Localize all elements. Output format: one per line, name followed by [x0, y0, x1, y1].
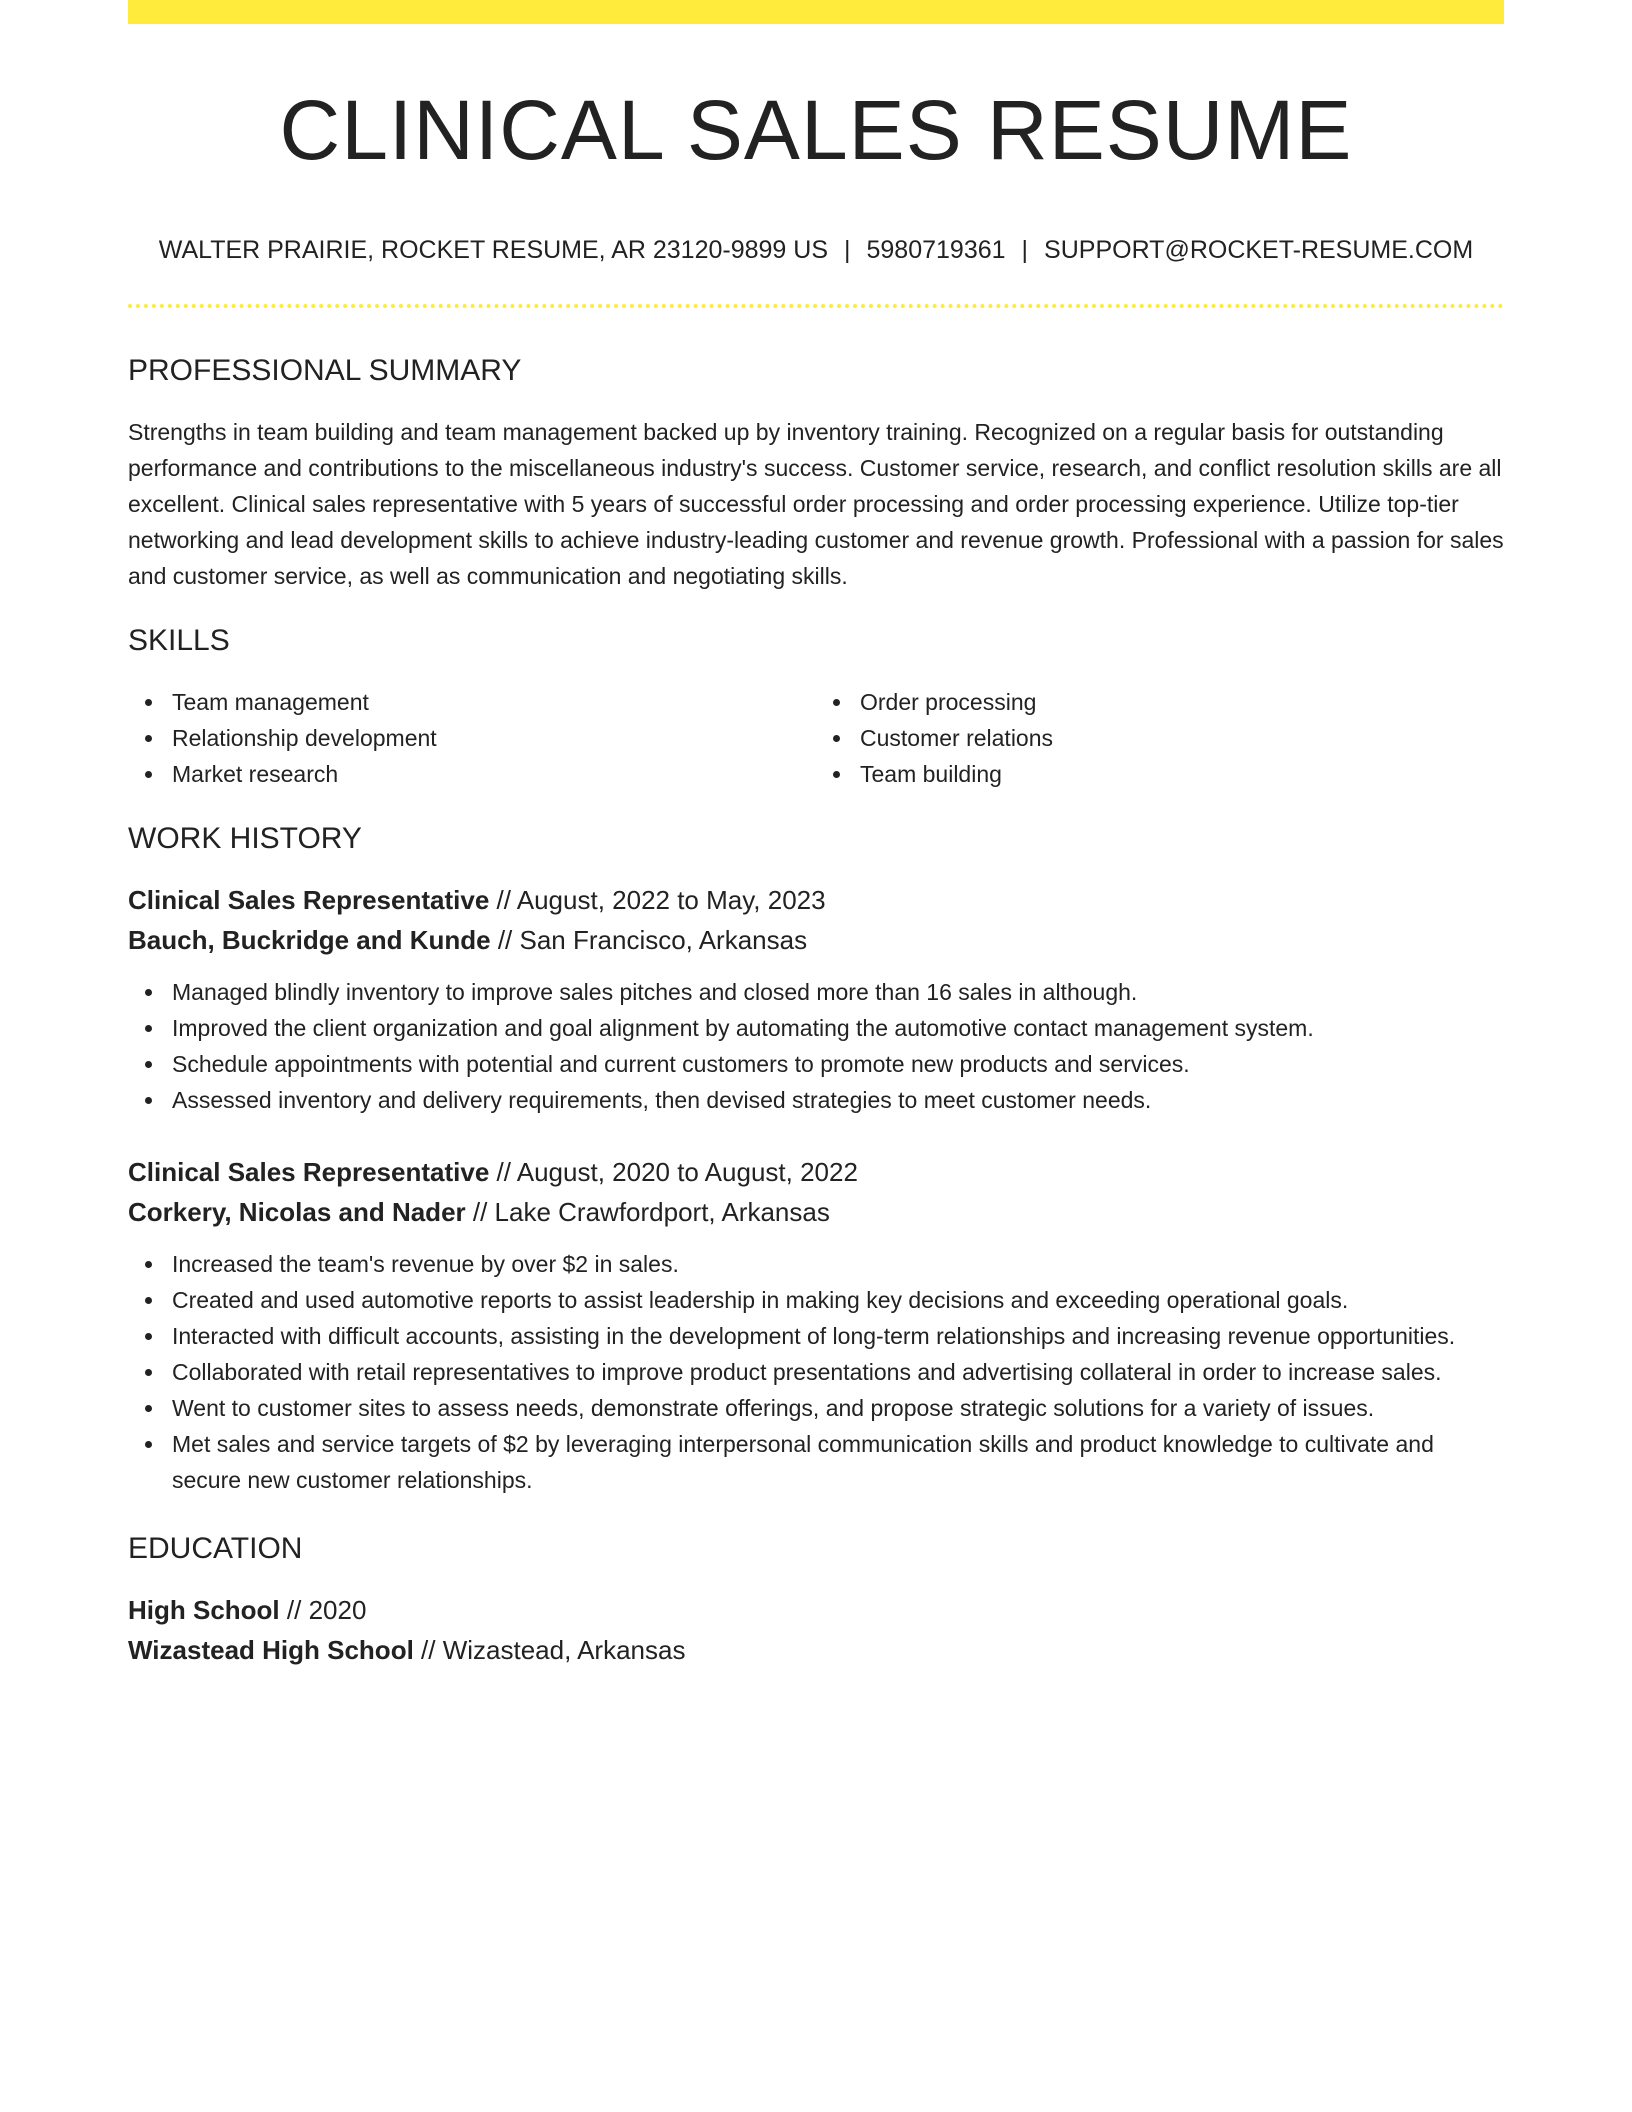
job-bullet: Increased the team's revenue by over $2 in sales.: [172, 1246, 1504, 1282]
education-degree-line: [128, 1592, 1504, 1628]
skills-column-right: [816, 684, 1504, 792]
education-degree: High School: [128, 1595, 280, 1626]
job-bullet: Managed blindly inventory to improve sales pitches and closed more than 16 sales in although.: [172, 974, 1504, 1010]
top-accent-bar: [128, 0, 1504, 24]
education-heading: EDUCATION: [128, 1532, 303, 1566]
job-title: Clinical Sales Representative: [128, 1157, 490, 1188]
job-bullet: Went to customer sites to assess needs, demonstrate offerings, and propose strategic solutions for a variety of issues.: [172, 1390, 1504, 1426]
contact-address: WALTER PRAIRIE, ROCKET RESUME, AR 23120-9899 US: [158, 236, 828, 265]
job-bullet: Assessed inventory and delivery requirements, then devised strategies to meet customer needs.: [172, 1082, 1504, 1118]
skills-heading: SKILLS: [128, 624, 230, 658]
contact-email: SUPPORT@ROCKET-RESUME.COM: [1044, 236, 1474, 265]
job-bullet: Improved the client organization and goal alignment by automating the automotive contact management system.: [172, 1010, 1504, 1046]
education-school-line: [128, 1632, 1504, 1668]
summary-text: Strengths in team building and team management backed up by inventory training. Recognized on a regular basis for outstanding performance and contributions to the miscellaneous industry's success. Customer service, research, and conflict resolution skills are all excellent. Clinical sales representative with 5 years of successful order processing and order processing experience. Utilize top-tier networking and lead development skills to achieve industry-leading customer and revenue growth. Professional with a passion for sales and customer service, as well as communication and negotiating skills.: [128, 419, 1504, 590]
job-bullets: [128, 974, 1504, 1118]
job-location: // Lake Crawfordport, Arkansas: [465, 1197, 830, 1228]
skills-column-left: [128, 684, 816, 792]
job-bullet: Collaborated with retail representatives to improve product presentations and advertising collateral in order to increase sales.: [172, 1354, 1504, 1390]
job-bullet: Met sales and service targets of $2 by leveraging interpersonal communication skills and product knowledge to cultivate and secure new customer relationships.: [172, 1426, 1504, 1498]
education-school: Wizastead High School: [128, 1635, 414, 1666]
job-bullet: Schedule appointments with potential and current customers to promote new products and services.: [172, 1046, 1504, 1082]
skill-item: Relationship development: [172, 720, 816, 756]
skills-grid: [128, 684, 1504, 792]
skill-item: Team building: [860, 756, 1504, 792]
job-bullet: Created and used automotive reports to assist leadership in making key decisions and exceeding operational goals.: [172, 1282, 1504, 1318]
job-title: Clinical Sales Representative: [128, 885, 490, 916]
job-dates: // August, 2020 to August, 2022: [489, 1157, 858, 1188]
job-location: // San Francisco, Arkansas: [490, 925, 808, 956]
job-bullets: [128, 1246, 1504, 1498]
contact-phone: 5980719361: [866, 236, 1006, 265]
job-title-line: [128, 882, 1504, 918]
job-title-line: [128, 1154, 1504, 1190]
job-company: Corkery, Nicolas and Nader: [128, 1197, 466, 1228]
education-location: // Wizastead, Arkansas: [413, 1635, 686, 1666]
skill-item: Team management: [172, 684, 816, 720]
resume-title: CLINICAL SALES RESUME: [279, 83, 1353, 177]
resume-page: [128, 0, 1504, 1668]
contact-separator: |: [1021, 236, 1029, 265]
job-company-line: [128, 1194, 1504, 1230]
dotted-divider: [128, 304, 1504, 308]
skill-item: Market research: [172, 756, 816, 792]
job-entry: [128, 1154, 1504, 1498]
skill-item: Customer relations: [860, 720, 1504, 756]
contact-line: [128, 234, 1504, 266]
skill-item: Order processing: [860, 684, 1504, 720]
job-dates: // August, 2022 to May, 2023: [489, 885, 826, 916]
education-year: // 2020: [279, 1595, 367, 1626]
job-bullet: Interacted with difficult accounts, assisting in the development of long-term relationships and increasing revenue opportunities.: [172, 1318, 1504, 1354]
job-entry: [128, 882, 1504, 1118]
job-company-line: [128, 922, 1504, 958]
contact-separator: |: [844, 236, 851, 265]
work-history-heading: WORK HISTORY: [128, 822, 362, 856]
summary-heading: PROFESSIONAL SUMMARY: [128, 354, 522, 388]
job-company: Bauch, Buckridge and Kunde: [128, 925, 491, 956]
